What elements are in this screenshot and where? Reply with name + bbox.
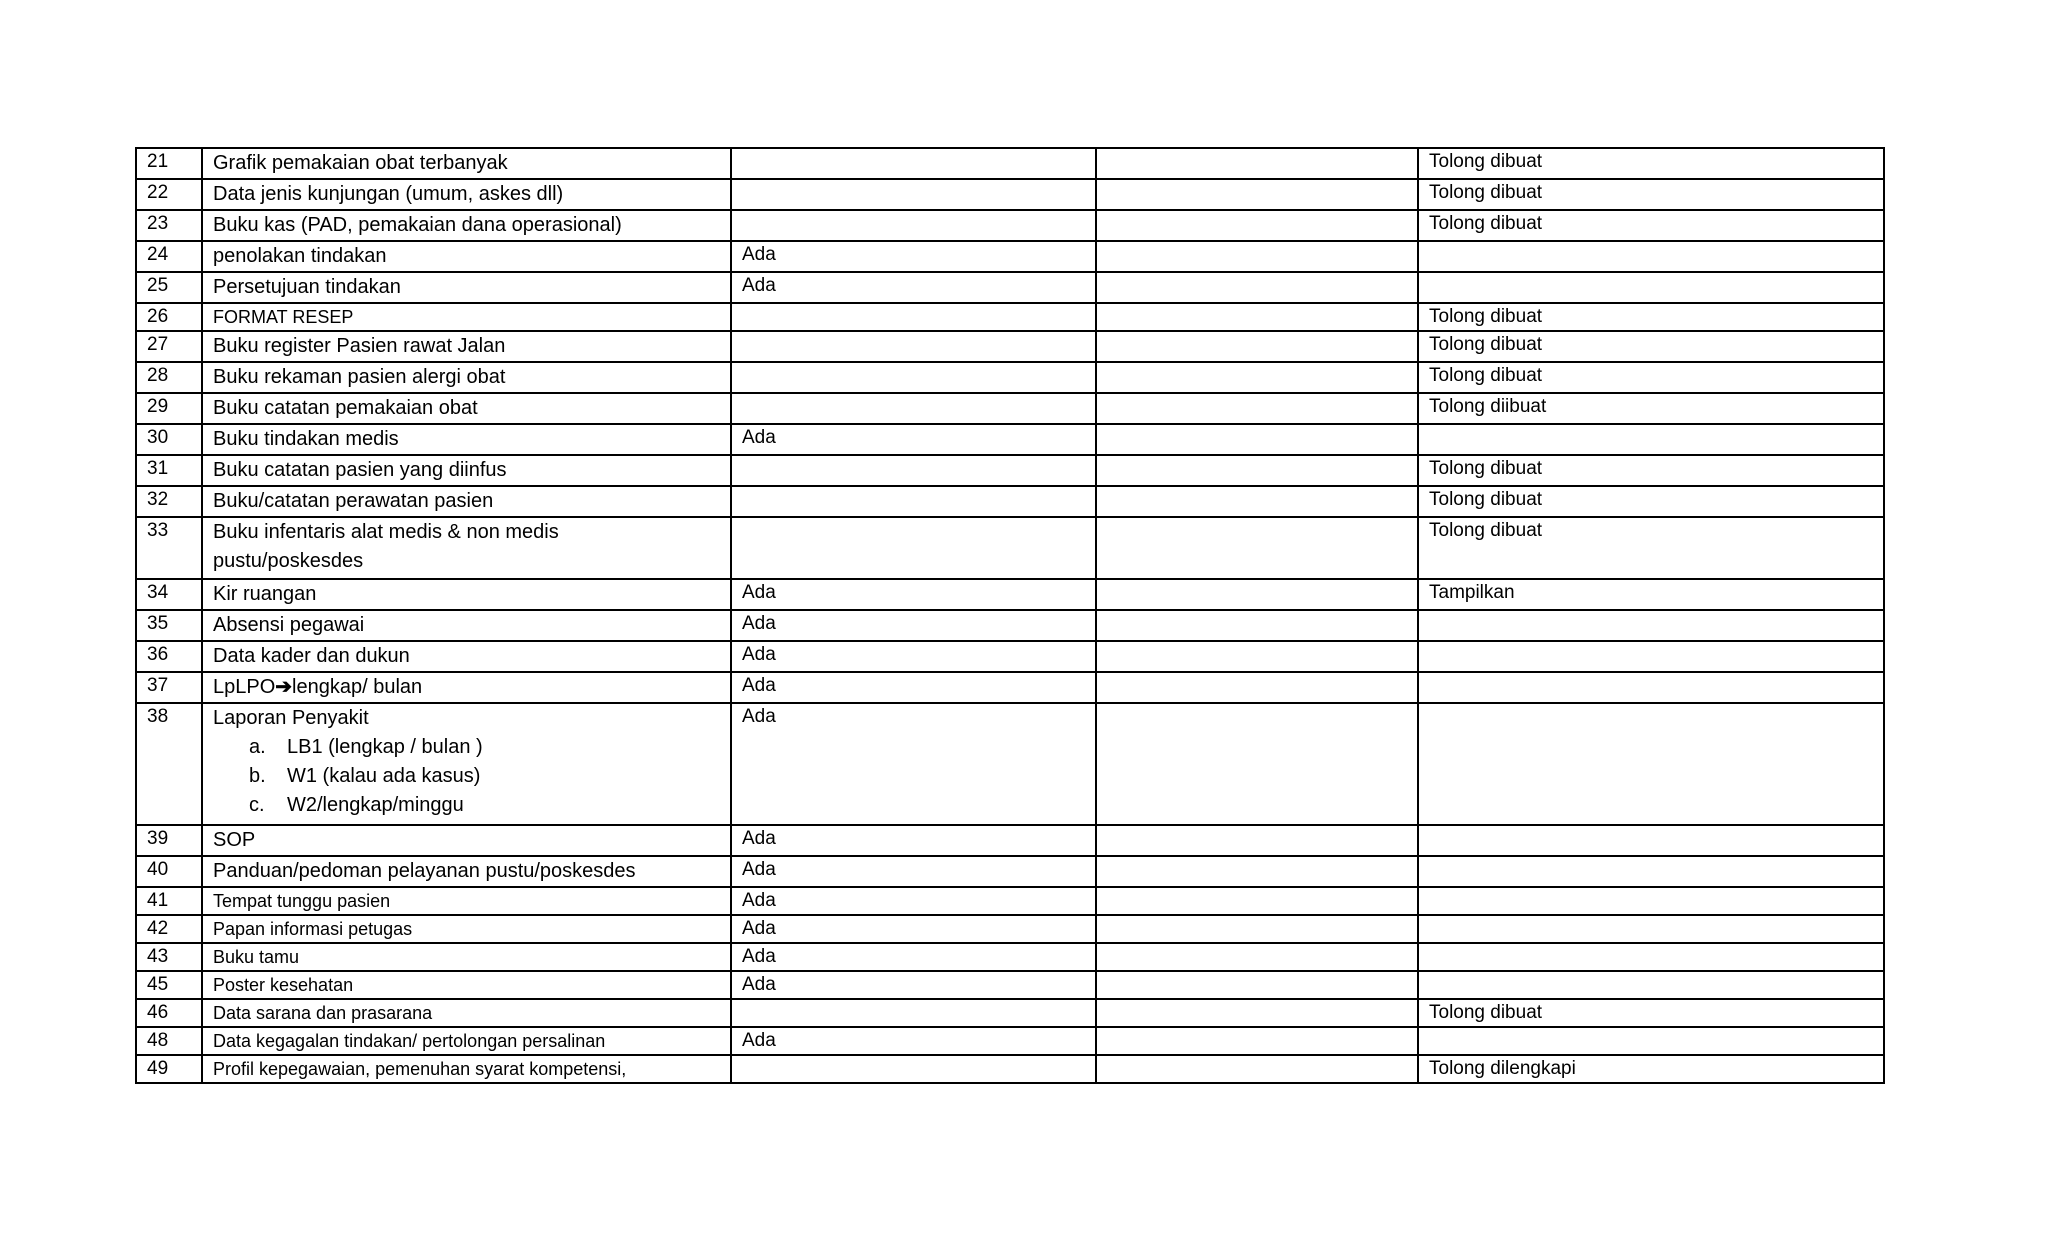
row-number: 34: [136, 579, 202, 610]
item-text: Buku register Pasien rawat Jalan: [213, 335, 506, 357]
sub-item-text: LB1 (lengkap / bulan ): [287, 736, 483, 758]
table-row: [136, 210, 1884, 241]
follow-up-cell: [1418, 915, 1884, 943]
availability-cell: [731, 331, 1096, 362]
item-text: Buku infentaris alat medis & non medis: [213, 521, 559, 543]
row-number: 40: [136, 856, 202, 887]
availability-cell: Ada: [731, 272, 1096, 303]
item-text: Buku catatan pemakaian obat: [213, 397, 478, 419]
row-number: 22: [136, 179, 202, 210]
availability-cell: Ada: [731, 610, 1096, 641]
follow-up-cell: [1418, 424, 1884, 455]
table-row: [136, 272, 1884, 303]
notes-cell: [1096, 971, 1418, 999]
notes-cell: [1096, 641, 1418, 672]
availability-cell: [731, 393, 1096, 424]
item-cell: [202, 856, 731, 887]
table-row: [136, 703, 1884, 825]
item-cell: [202, 179, 731, 210]
follow-up-cell: [1418, 887, 1884, 915]
availability-cell: Ada: [731, 915, 1096, 943]
availability-cell: Ada: [731, 424, 1096, 455]
item-cell: [202, 971, 731, 999]
item-cell: [202, 148, 731, 179]
item-text: Data sarana dan prasarana: [213, 1003, 433, 1023]
notes-cell: [1096, 672, 1418, 703]
row-number: 23: [136, 210, 202, 241]
table-row: [136, 455, 1884, 486]
row-number: 24: [136, 241, 202, 272]
notes-cell: [1096, 362, 1418, 393]
notes-cell: [1096, 825, 1418, 856]
item-cell: [202, 999, 731, 1027]
item-cell: [202, 943, 731, 971]
item-cell: [202, 672, 731, 703]
availability-cell: [731, 362, 1096, 393]
follow-up-cell: Tolong dibuat: [1418, 179, 1884, 210]
item-text: FORMAT RESEP: [213, 307, 354, 327]
checklist-table-body: [136, 148, 1884, 1083]
availability-cell: Ada: [731, 1027, 1096, 1055]
item-cell: [202, 424, 731, 455]
table-row: [136, 1055, 1884, 1083]
item-text: Data kader dan dukun: [213, 645, 410, 667]
item-cell: [202, 703, 731, 825]
table-row: [136, 362, 1884, 393]
row-number: 27: [136, 331, 202, 362]
item-cell: [202, 455, 731, 486]
item-text: Absensi pegawai: [213, 614, 365, 636]
availability-cell: [731, 303, 1096, 331]
availability-cell: Ada: [731, 825, 1096, 856]
row-number: 25: [136, 272, 202, 303]
availability-cell: [731, 210, 1096, 241]
availability-cell: [731, 148, 1096, 179]
item-text: Persetujuan tindakan: [213, 276, 401, 298]
availability-cell: [731, 486, 1096, 517]
follow-up-cell: Tampilkan: [1418, 579, 1884, 610]
checklist-table: [135, 147, 1885, 1084]
follow-up-cell: [1418, 971, 1884, 999]
notes-cell: [1096, 148, 1418, 179]
notes-cell: [1096, 887, 1418, 915]
row-number: 36: [136, 641, 202, 672]
availability-cell: [731, 999, 1096, 1027]
sub-item-marker: a.: [249, 736, 266, 758]
row-number: 21: [136, 148, 202, 179]
item-cell: [202, 1055, 731, 1083]
table-row: [136, 393, 1884, 424]
arrow-right-icon: ➔: [275, 676, 293, 698]
availability-cell: [731, 179, 1096, 210]
row-number: 31: [136, 455, 202, 486]
item-text: Buku tindakan medis: [213, 428, 399, 450]
sub-item-marker: b.: [249, 765, 266, 787]
item-cell: [202, 517, 731, 579]
item-cell: [202, 610, 731, 641]
follow-up-cell: Tolong dilengkapi: [1418, 1055, 1884, 1083]
row-number: 45: [136, 971, 202, 999]
notes-cell: [1096, 303, 1418, 331]
item-text: Profil kepegawaian, pemenuhan syarat kompetensi,: [213, 1059, 627, 1079]
item-cell: [202, 486, 731, 517]
item-text: Papan informasi petugas: [213, 919, 413, 939]
notes-cell: [1096, 703, 1418, 825]
availability-cell: Ada: [731, 703, 1096, 825]
item-text: Buku tamu: [213, 947, 300, 967]
item-cell: [202, 210, 731, 241]
table-row: [136, 641, 1884, 672]
follow-up-cell: [1418, 272, 1884, 303]
availability-cell: [731, 517, 1096, 579]
availability-cell: Ada: [731, 672, 1096, 703]
table-row: [136, 148, 1884, 179]
item-text: LpLPO: [213, 676, 276, 698]
item-cell: [202, 1027, 731, 1055]
follow-up-cell: [1418, 241, 1884, 272]
notes-cell: [1096, 856, 1418, 887]
notes-cell: [1096, 424, 1418, 455]
row-number: 42: [136, 915, 202, 943]
follow-up-cell: [1418, 856, 1884, 887]
sub-item-text: W1 (kalau ada kasus): [287, 765, 481, 787]
notes-cell: [1096, 1055, 1418, 1083]
notes-cell: [1096, 210, 1418, 241]
availability-cell: Ada: [731, 971, 1096, 999]
row-number: 39: [136, 825, 202, 856]
table-row: [136, 517, 1884, 579]
item-text: Laporan Penyakit: [213, 707, 369, 729]
table-row: [136, 331, 1884, 362]
item-text: Buku/catatan perawatan pasien: [213, 490, 494, 512]
availability-cell: Ada: [731, 943, 1096, 971]
availability-cell: Ada: [731, 641, 1096, 672]
notes-cell: [1096, 486, 1418, 517]
item-cell: [202, 241, 731, 272]
item-text: Poster kesehatan: [213, 975, 354, 995]
row-number: 37: [136, 672, 202, 703]
follow-up-cell: [1418, 825, 1884, 856]
table-row: [136, 610, 1884, 641]
notes-cell: [1096, 331, 1418, 362]
item-text: lengkap/ bulan: [292, 676, 423, 698]
row-number: 32: [136, 486, 202, 517]
notes-cell: [1096, 517, 1418, 579]
row-number: 41: [136, 887, 202, 915]
table-row: [136, 971, 1884, 999]
follow-up-cell: Tolong dibuat: [1418, 210, 1884, 241]
follow-up-cell: [1418, 1027, 1884, 1055]
table-row: [136, 672, 1884, 703]
follow-up-cell: Tolong dibuat: [1418, 999, 1884, 1027]
item-cell: [202, 362, 731, 393]
sub-item-marker: c.: [249, 794, 265, 816]
sub-item-list: [213, 733, 730, 820]
row-number: 48: [136, 1027, 202, 1055]
row-number: 35: [136, 610, 202, 641]
sub-item: [249, 762, 730, 791]
item-text-continued: pustu/poskesdes: [213, 550, 364, 572]
sub-item: [249, 791, 730, 820]
row-number: 29: [136, 393, 202, 424]
item-cell: [202, 641, 731, 672]
follow-up-cell: [1418, 943, 1884, 971]
table-row: [136, 887, 1884, 915]
table-row: [136, 424, 1884, 455]
table-row: [136, 825, 1884, 856]
row-number: 33: [136, 517, 202, 579]
follow-up-cell: [1418, 703, 1884, 825]
notes-cell: [1096, 1027, 1418, 1055]
item-text: Buku rekaman pasien alergi obat: [213, 366, 506, 388]
item-text: Data kegagalan tindakan/ pertolongan persalinan: [213, 1031, 606, 1051]
availability-cell: Ada: [731, 856, 1096, 887]
follow-up-cell: Tolong diibuat: [1418, 393, 1884, 424]
row-number: 43: [136, 943, 202, 971]
follow-up-cell: [1418, 641, 1884, 672]
table-row: [136, 579, 1884, 610]
follow-up-cell: Tolong dibuat: [1418, 486, 1884, 517]
notes-cell: [1096, 999, 1418, 1027]
row-number: 26: [136, 303, 202, 331]
table-row: [136, 915, 1884, 943]
availability-cell: [731, 455, 1096, 486]
item-cell: [202, 303, 731, 331]
item-text: Tempat tunggu pasien: [213, 891, 391, 911]
follow-up-cell: Tolong dibuat: [1418, 455, 1884, 486]
availability-cell: [731, 1055, 1096, 1083]
notes-cell: [1096, 179, 1418, 210]
item-cell: [202, 331, 731, 362]
notes-cell: [1096, 610, 1418, 641]
item-text: SOP: [213, 829, 256, 851]
item-cell: [202, 825, 731, 856]
item-cell: [202, 272, 731, 303]
table-row: [136, 1027, 1884, 1055]
item-text: Panduan/pedoman pelayanan pustu/poskesdes: [213, 860, 636, 882]
follow-up-cell: Tolong dibuat: [1418, 362, 1884, 393]
sub-item: [249, 733, 730, 762]
follow-up-cell: Tolong dibuat: [1418, 331, 1884, 362]
row-number: 38: [136, 703, 202, 825]
follow-up-cell: [1418, 672, 1884, 703]
notes-cell: [1096, 579, 1418, 610]
item-text: penolakan tindakan: [213, 245, 387, 267]
table-row: [136, 486, 1884, 517]
notes-cell: [1096, 393, 1418, 424]
item-text: Grafik pemakaian obat terbanyak: [213, 152, 508, 174]
follow-up-cell: Tolong dibuat: [1418, 303, 1884, 331]
item-cell: [202, 915, 731, 943]
table-row: [136, 999, 1884, 1027]
availability-cell: Ada: [731, 241, 1096, 272]
item-text: Buku kas (PAD, pemakaian dana operasional): [213, 214, 622, 236]
follow-up-cell: Tolong dibuat: [1418, 148, 1884, 179]
row-number: 49: [136, 1055, 202, 1083]
follow-up-cell: [1418, 610, 1884, 641]
row-number: 28: [136, 362, 202, 393]
notes-cell: [1096, 272, 1418, 303]
item-text: Buku catatan pasien yang diinfus: [213, 459, 507, 481]
notes-cell: [1096, 241, 1418, 272]
sub-item-text: W2/lengkap/minggu: [287, 794, 464, 816]
table-row: [136, 241, 1884, 272]
table-row: [136, 179, 1884, 210]
follow-up-cell: Tolong dibuat: [1418, 517, 1884, 579]
notes-cell: [1096, 455, 1418, 486]
item-cell: [202, 887, 731, 915]
notes-cell: [1096, 915, 1418, 943]
row-number: 30: [136, 424, 202, 455]
availability-cell: Ada: [731, 887, 1096, 915]
item-cell: [202, 393, 731, 424]
notes-cell: [1096, 943, 1418, 971]
table-row: [136, 856, 1884, 887]
item-text: Data jenis kunjungan (umum, askes dll): [213, 183, 564, 205]
table-row: [136, 303, 1884, 331]
table-row: [136, 943, 1884, 971]
availability-cell: Ada: [731, 579, 1096, 610]
row-number: 46: [136, 999, 202, 1027]
item-cell: [202, 579, 731, 610]
item-text: Kir ruangan: [213, 583, 317, 605]
